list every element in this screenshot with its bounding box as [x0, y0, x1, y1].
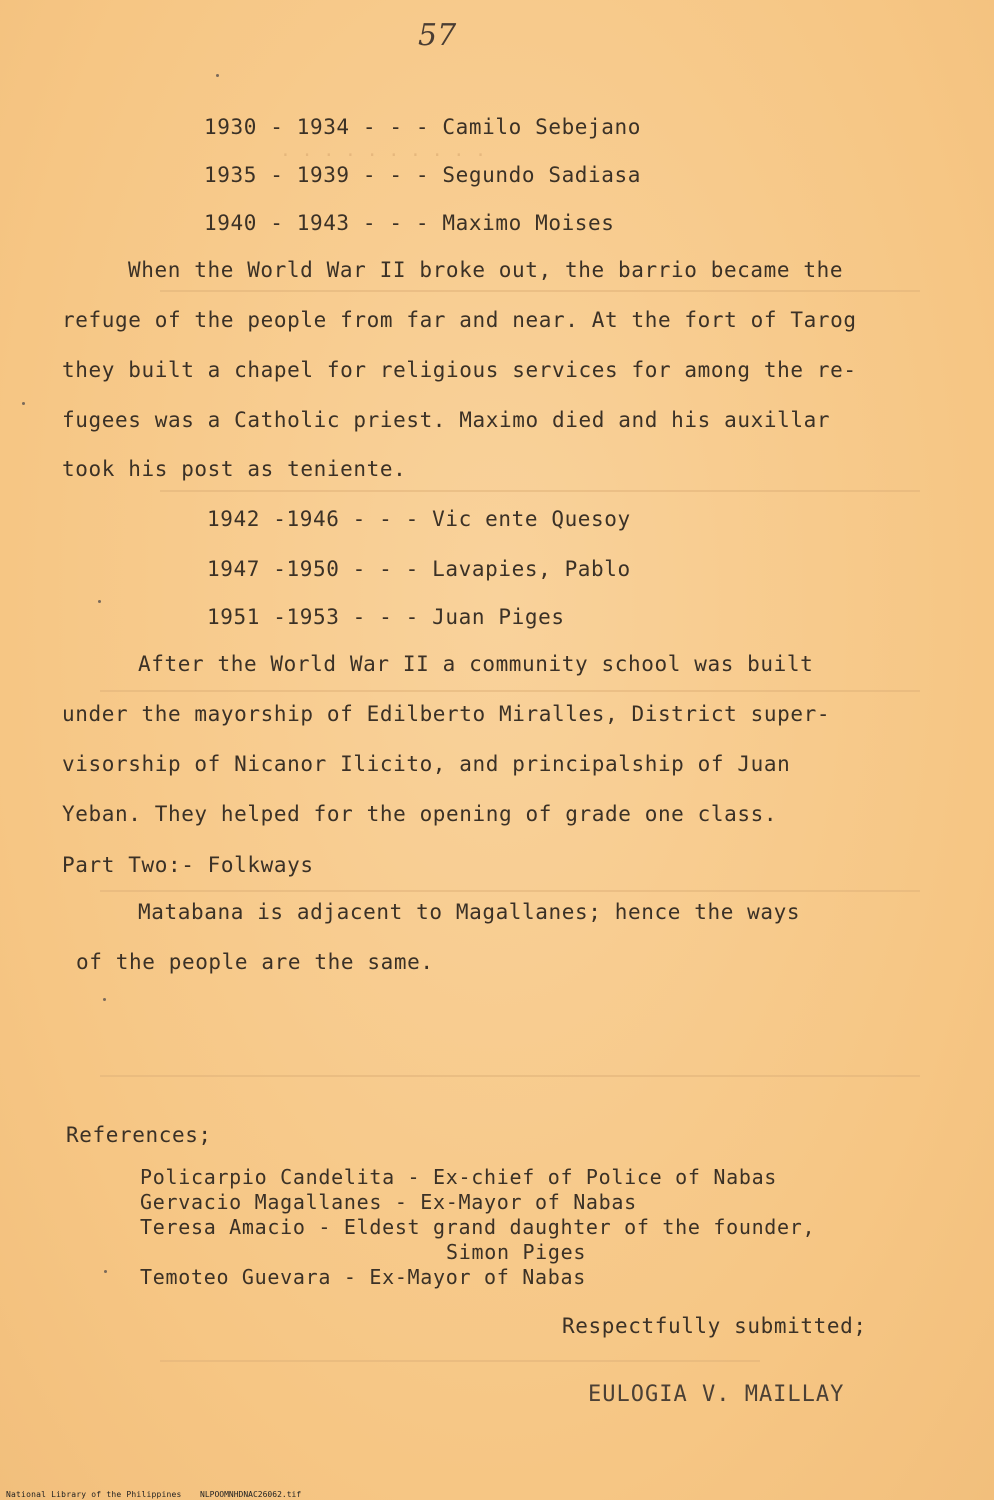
- official-entry: 1940 - 1943 - - - Maximo Moises: [204, 211, 615, 235]
- paragraph-school-line: under the mayorship of Edilberto Miralles, District super-: [62, 702, 831, 726]
- paragraph-folkways-line: Matabana is adjacent to Magallanes; hence the ways: [138, 900, 801, 924]
- section-heading: Part Two:- Folkways: [62, 853, 314, 877]
- official-entry: 1930 - 1934 - - - Camilo Sebejano: [204, 115, 642, 139]
- paragraph-school-line: visorship of Nicanor Ilicito, and principalship of Juan: [62, 752, 791, 776]
- references-heading: References;: [66, 1123, 212, 1147]
- signature-name: EULOGIA V. MAILLAY: [588, 1382, 845, 1407]
- page-number: 57: [418, 18, 457, 53]
- paragraph-war-line: refuge of the people from far and near. At the fort of Tarog: [62, 308, 857, 332]
- footer-archive-name: National Library of the Philippines: [6, 1490, 182, 1499]
- closing-line: Respectfully submitted;: [562, 1314, 867, 1338]
- reference-entry: Simon Piges: [446, 1240, 587, 1264]
- official-entry: 1947 -1950 - - - Lavapies, Pablo: [207, 557, 631, 581]
- reference-entry: Gervacio Magallanes - Ex-Mayor of Nabas: [140, 1190, 637, 1214]
- reference-entry: Teresa Amacio - Eldest grand daughter of the founder,: [140, 1215, 816, 1239]
- paragraph-war-line: fugees was a Catholic priest. Maximo died and his auxillar: [62, 408, 831, 432]
- reference-entry: Policarpio Candelita - Ex-chief of Police of Nabas: [140, 1165, 778, 1189]
- paragraph-war-line: When the World War II broke out, the barrio became the: [128, 258, 844, 282]
- paragraph-folkways-line: of the people are the same.: [76, 950, 434, 974]
- paragraph-school-line: Yeban. They helped for the opening of grade one class.: [62, 802, 778, 826]
- reference-entry: Temoteo Guevara - Ex-Mayor of Nabas: [140, 1265, 586, 1289]
- official-entry: 1942 -1946 - - - Vic ente Quesoy: [207, 507, 631, 531]
- paragraph-war-line: they built a chapel for religious services for among the re-: [62, 358, 857, 382]
- paragraph-school-line: After the World War II a community school was built: [138, 652, 814, 676]
- official-entry: 1935 - 1939 - - - Segundo Sadiasa: [204, 163, 642, 187]
- official-entry: 1951 -1953 - - - Juan Piges: [207, 605, 565, 629]
- footer-file-name: NLPOOMNHDNAC26062.tif: [200, 1490, 302, 1499]
- paragraph-war-line: took his post as teniente.: [62, 457, 407, 481]
